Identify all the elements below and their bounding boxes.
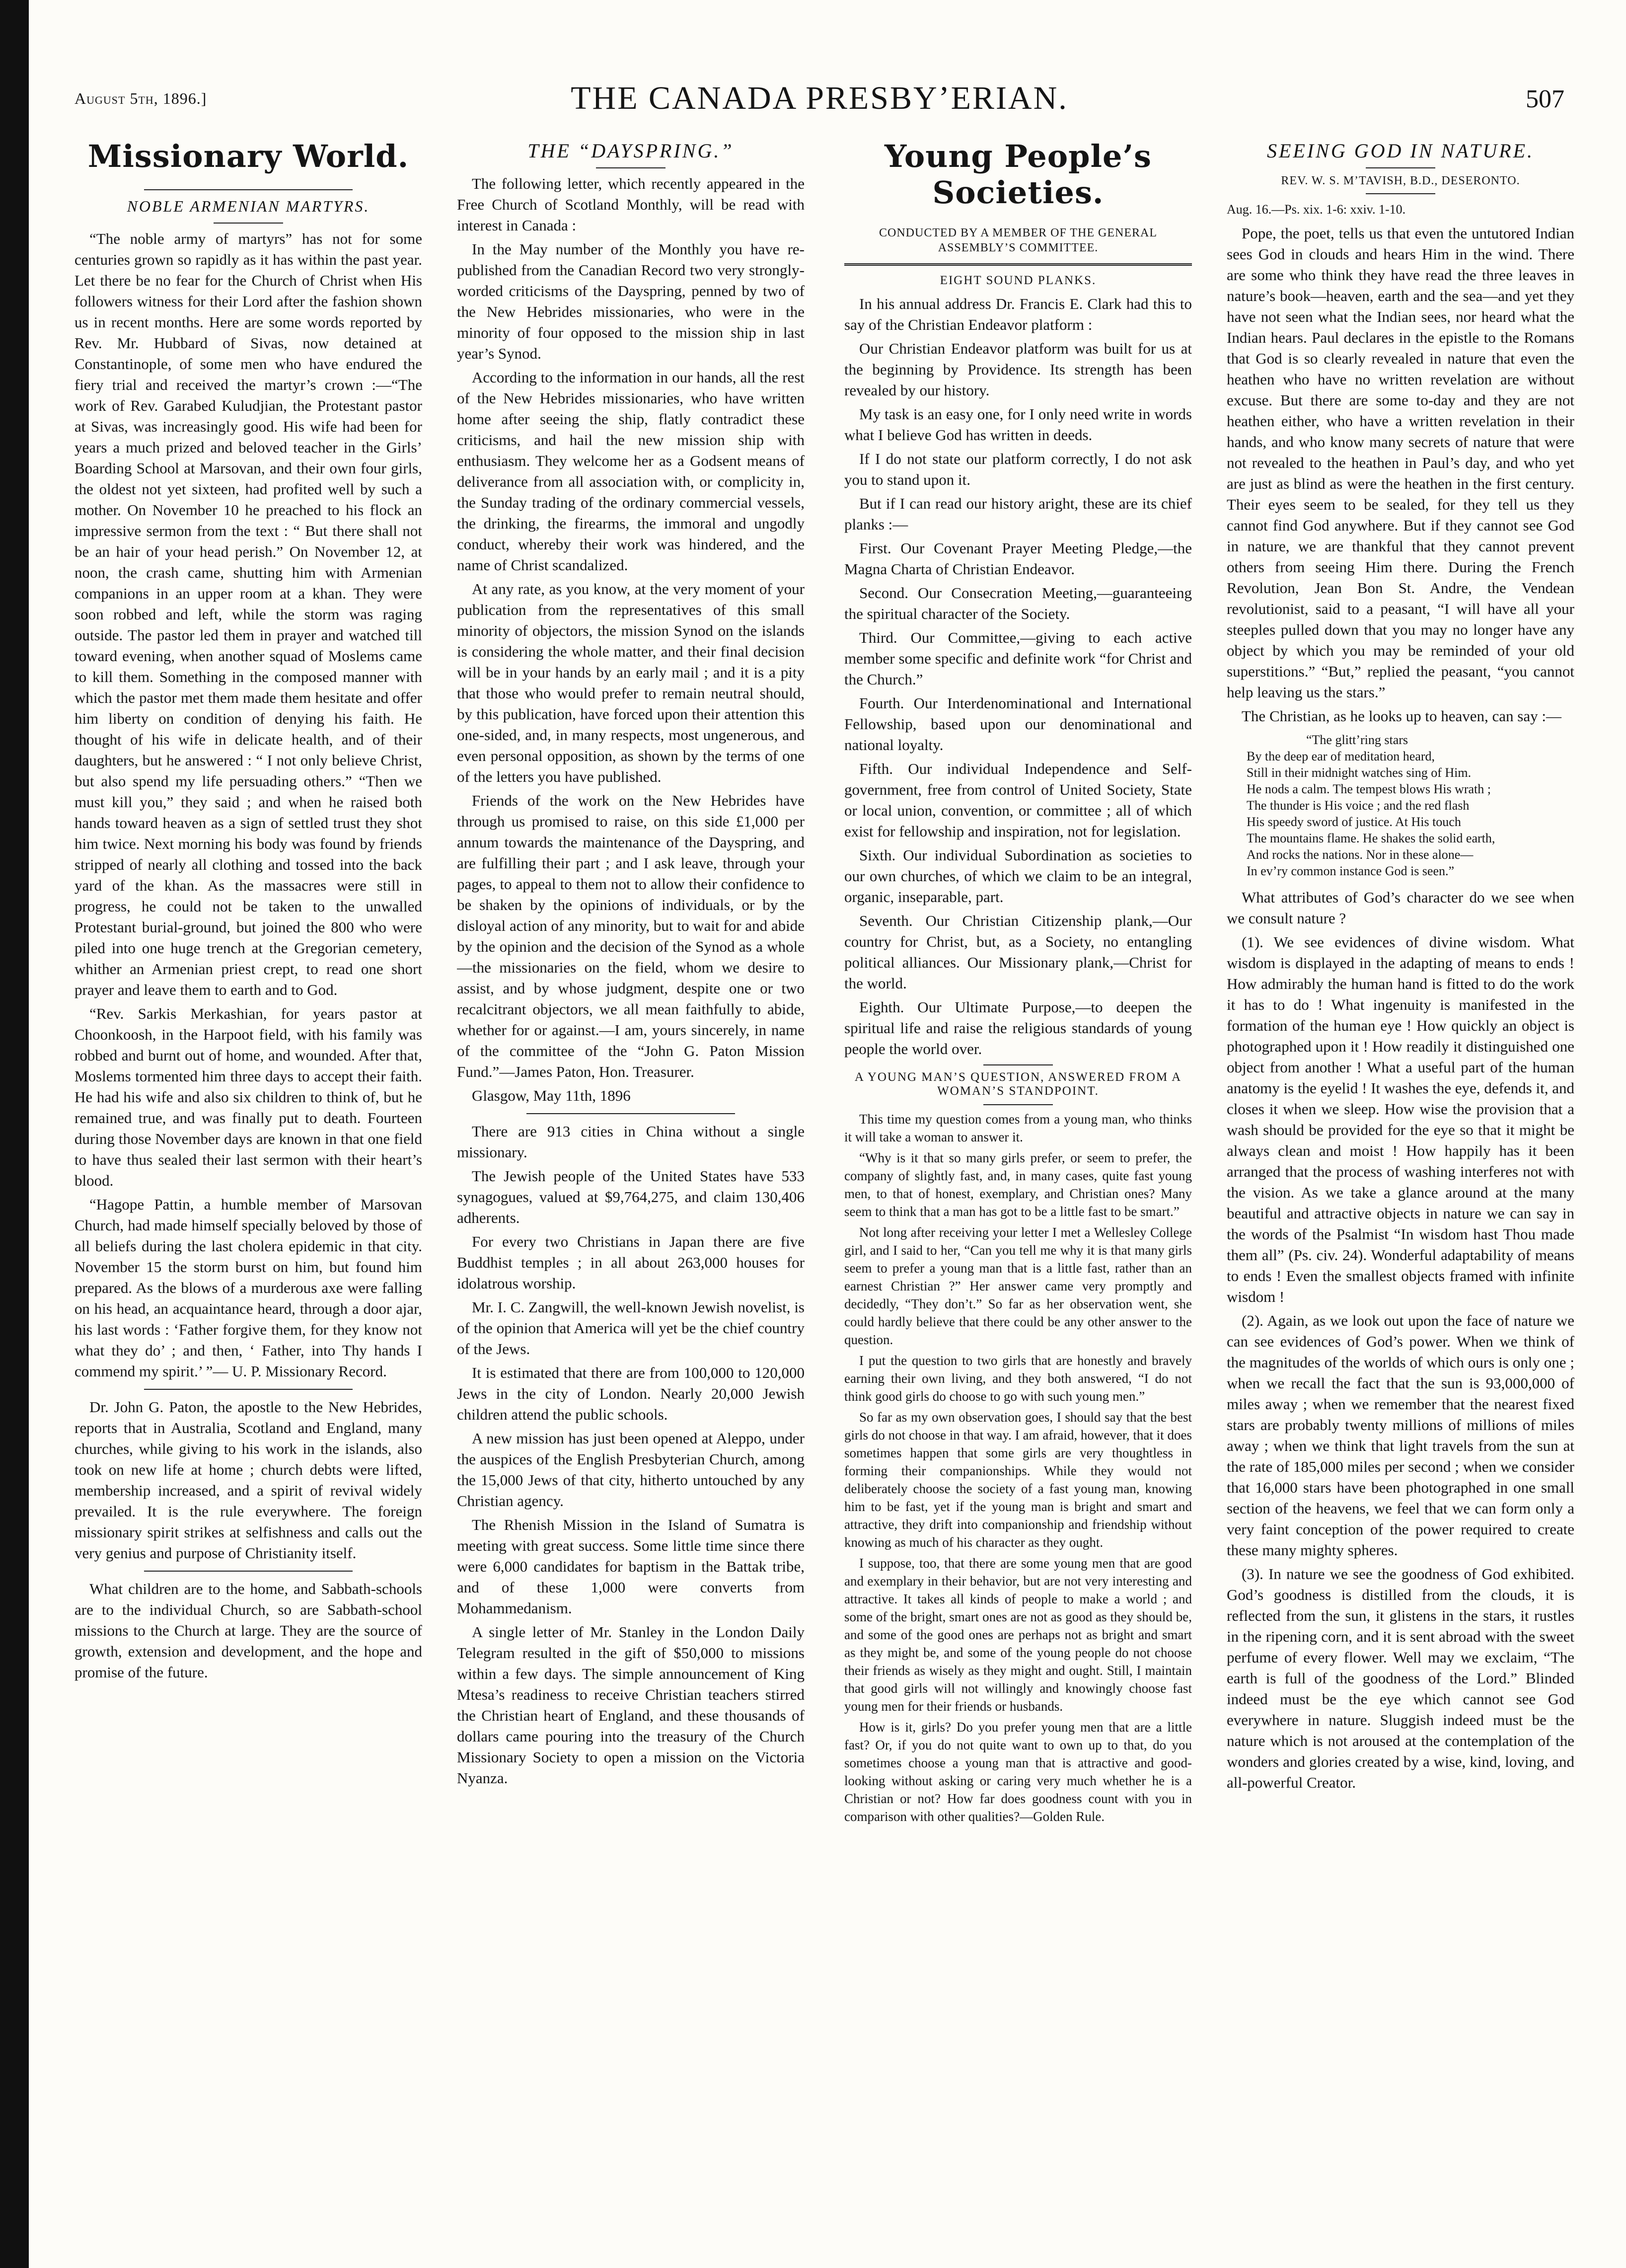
divider [144, 1389, 353, 1390]
paragraph: Friends of the work on the New Hebrides have through us promised to raise, on this side £1,000 per annum towards the maintenance of the Dayspring, and are fulfilling their part ; and I ask leave, through your pages, to appeal to them not to allow their confidence to be shaken by the opinions of individuals, or by the disloyal action of any minority, but to wait for and abide by the opinion and the decision of the Synod as a whole—the missionaries on the field, whom we desire to assist, and by whose judgment, despite one or two recalcitrant objectors, we all mean faithfully to abide, whether for or against.—I am, yours sincerely, in name of the committee of the “John G. Paton Mission Fund.”—James Paton, Hon. Treasurer. [457, 792, 805, 1080]
poem-line: The mountains flame. He shakes the solid earth, [1247, 831, 1495, 845]
plank-item: Fifth. Our individual Independence and Self-government, free from control of United Society, State or local union, convention, or committee ; all of which exist for fellowship and inspiration, not for legislation. [844, 760, 1192, 840]
divider [983, 1104, 1053, 1105]
poem-line: “The glitt’ring stars [1306, 733, 1408, 747]
byline: REV. W. S. M’TAVISH, B.D., DESERONTO. [1281, 174, 1520, 187]
paragraph: What attributes of God’s character do we see when we consult nature ? [1227, 889, 1574, 927]
divider [1366, 167, 1435, 168]
paragraph: There are 913 cities in China without a single missionary. [457, 1123, 805, 1161]
article-title: NOBLE ARMENIAN MARTYRS. [127, 197, 370, 215]
plank-item: Fourth. Our Interdenominational and International Fellowship, based upon our denominational and national loyalty. [844, 694, 1192, 754]
paragraph: “Hagope Pattin, a humble member of Marsovan Church, had made himself specially beloved by those of all beliefs during the last cholera epidemic in that city. November 15 the storm burst on him, but found him prepared. As the blows of a murderous axe were falling on his head, an acquaintance heard, through a door ajar, his last words : ‘Father forgive them, for they know not what they do’ ; and then, ‘ Father, into Thy hands I commend my spirit.’ ”— U. P. Missionary Record. [74, 1196, 422, 1380]
paragraph: I put the question to two girls that are honestly and bravely earning their own living, and they both answered, “I do not think good girls do choose to go with such young men.” [844, 1353, 1192, 1404]
paragraph: The following letter, which recently appeared in the Free Church of Scotland Monthly, will be read with interest in Canada : [457, 175, 805, 234]
paragraph: Not long after receiving your letter I met a Wellesley College girl, and I said to her, “Can you tell me why it is that many girls seem to prefer a young man that is a little fast, rather than an earnest Christian ?” Her answer came very promptly and decidedly, “They don’t.” So far as her observation went, she could hardly believe that there could be any other answer to the question. [844, 1225, 1192, 1347]
paragraph: For every two Christians in Japan there are five Buddhist temples ; in all about 263,000 houses for idolatrous worship. [457, 1233, 805, 1292]
poem-line: And rocks the nations. Nor in these alone— [1247, 847, 1474, 862]
paragraph: A new mission has just been opened at Aleppo, under the auspices of the English Presbyterian Church, among the 15,000 Jews of that city, hitherto untouched by any Christian agency. [457, 1430, 805, 1510]
divider [844, 263, 1192, 266]
column-dayspring [457, 134, 805, 2245]
poem-line: His speedy sword of justice. At His touch [1247, 815, 1461, 829]
divider [526, 1113, 735, 1114]
dateline: Glasgow, May 11th, 1896 [472, 1087, 631, 1104]
divider [214, 223, 283, 224]
paragraph: Mr. I. C. Zangwill, the well-known Jewish novelist, is of the opinion that America will yet be the chief country of the Jews. [457, 1298, 805, 1358]
divider [1366, 193, 1435, 194]
section-heading: Young People’s Societies. [885, 138, 1152, 211]
paragraph: This time my question comes from a young man, who thinks it will take a woman to answer it. [844, 1112, 1192, 1144]
divider [983, 1064, 1053, 1065]
publication-title: THE CANADA PRESBY’ERIAN. [571, 80, 1068, 116]
paragraph: But if I can read our history aright, these are its chief planks :— [844, 495, 1192, 533]
plank-item: Eighth. Our Ultimate Purpose,—to deepen the spiritual life and raise the religious standards of young people the world over. [844, 998, 1192, 1058]
plank-item: Seventh. Our Christian Citizenship plank,—Our country for Christ, but, as a Society, no entangling political alliances. Our Missionary plank,—Christ for the world. [844, 912, 1192, 992]
article-title: EIGHT SOUND PLANKS. [940, 274, 1097, 287]
plank-item: Second. Our Consecration Meeting,—guaranteeing the spiritual character of the Society. [844, 584, 1192, 622]
paragraph: I suppose, too, that there are some young men that are good and exemplary in their behavior, but are not very interesting and attractive. It takes all kinds of people to make a world ; and some of the bright, smart ones are not as good as they should be, and some of the good ones are perhaps not as bright and smart as they might be, and some of the young people do not choose their friends as wisely as they might and ought. Still, I maintain that good girls will not willingly and knowingly choose fast young men for their friends or husbands. [844, 1556, 1192, 1714]
page-header [74, 75, 1564, 114]
paragraph: According to the information in our hands, all the rest of the New Hebrides missionaries, who have written home after seeing the ship, flatly contradict these criticisms, and hail the new mission ship with enthusiasm. They welcome her as a Godsent means of deliverance from all association with, or complicity in, the Sunday trading of the ordinary commercial vessels, the drinking, the firearms, the immoral and ungodly conduct, whereby their work was hindered, and the name of Christ scandalized. [457, 369, 805, 574]
paragraph: “Why is it that so many girls prefer, or seem to prefer, the company of slightly fast, and, in many cases, quite fast young men, to that of honest, exemplary, and Christian ones? Many seem to think that a man has got to be a little fast to be smart.” [844, 1150, 1192, 1219]
section-heading: Missionary World. [87, 138, 409, 174]
column-young-peoples-societies [844, 134, 1192, 2245]
plank-item: First. Our Covenant Prayer Meeting Pledge,—the Magna Charta of Christian Endeavor. [844, 539, 1192, 578]
article-title: THE “DAYSPRING.” [527, 140, 734, 162]
paragraph: The Christian, as he looks up to heaven, can say :— [1242, 707, 1561, 725]
issue-date: August 5th, 1896.] [74, 89, 207, 107]
paragraph: A single letter of Mr. Stanley in the London Daily Telegram resulted in the gift of $50,000 to missions within a few days. The simple announcement of King Mtesa’s readiness to receive Christian teachers stirred the Christian heart of England, and these thousands of dollars came pouring into the treasury of the Church Missionary Society to open a mission on the Victoria Nyanza. [457, 1623, 805, 1787]
conducted-by: CONDUCTED BY A MEMBER OF THE GENERAL ASSEMBLY’S COMMITTEE. [879, 227, 1158, 254]
paragraph: Our Christian Endeavor platform was built for us at the beginning by Providence. Its strength has been revealed by our history. [844, 340, 1192, 399]
poem-line: He nods a calm. The tempest blows His wrath ; [1247, 782, 1491, 796]
paragraph: What children are to the home, and Sabbath-schools are to the individual Church, so are Sabbath-school missions to the Church at large. They are the source of growth, extension and development, and the hope and promise of the future. [74, 1580, 422, 1681]
divider [144, 1571, 353, 1572]
paragraph: How is it, girls? Do you prefer young men that are a little fast? Or, if you do not quite want to own up to that, do you sometimes choose a young man that is attractive and good-looking without asking or caring very much whether he is a Christian or not? How far does goodness count with you in comparison with other qualities?—Golden Rule. [844, 1720, 1192, 1824]
poem-line: Still in their midnight watches sing of Him. [1247, 765, 1472, 780]
paragraph: “Rev. Sarkis Merkashian, for years pastor at Choonkoosh, in the Harpoot field, with his family was robbed and burnt out of home, and wounded. After that, Moslems tormented him three days to accept their faith. He had his wife and also six children to think of, but he remained true, and was finally put to death. Fourteen during those November days are known in that one field to have thus sealed their last sermon with their heart’s blood. [74, 1005, 422, 1189]
plank-item: Sixth. Our individual Subordination as societies to our own churches, of which we claim to be an integral, organic, inseparable, part. [844, 846, 1192, 906]
paragraph: Dr. John G. Paton, the apostle to the New Hebrides, reports that in Australia, Scotland and England, many churches, while giving to his work in the islands, also took on new life at home ; church debts were lifted, membership increased, and a spirit of revival widely prevailed. It is the rule everywhere. The foreign missionary spirit strikes at selfishness and calls out the very genius and purpose of Christianity itself. [74, 1398, 422, 1562]
article-title: SEEING GOD IN NATURE. [1266, 140, 1535, 162]
scripture-reference: Aug. 16.—Ps. xix. 1-6: xxiv. 1-10. [1227, 202, 1406, 217]
poem-line: In ev’ry common instance God is seen.” [1247, 864, 1455, 878]
paragraph: (3). In nature we see the goodness of God exhibited. God’s goodness is distilled from the clouds, it is reflected from the sun, it glistens in the stars, it rustles in the ripening corn, and it is sent abroad with the sweet perfume of every flower. Well may we exclaim, “The earth is full of the goodness of the Lord.” Blinded indeed must be the eye which cannot see God everywhere in nature. Sluggish indeed must be the nature which is not aroused at the contemplation of the wonders and glories created by a wise, kind, loving, and all-powerful Creator. [1227, 1565, 1574, 1791]
poem-line: The thunder is His voice ; and the red flash [1247, 798, 1470, 813]
paragraph: My task is an easy one, for I only need write in words what I believe God has written in deeds. [844, 405, 1192, 444]
divider [144, 189, 353, 190]
paragraph: So far as my own observation goes, I should say that the best girls do not choose in that way. I am afraid, however, that it does sometimes happen that some girls are very thoughtless in forming their companionships. While they would not deliberately choose the society of a fast young man, knowing him to be fast, yet if the young man is bright and smart and attractive, they drift into companionship and friendship without knowing as much of his character as they ought. [844, 1410, 1192, 1550]
paragraph: If I do not state our platform correctly, I do not ask you to stand upon it. [844, 450, 1192, 488]
divider [596, 167, 665, 168]
paragraph: The Rhenish Mission in the Island of Sumatra is meeting with great success. Some little time since there were 6,000 candidates for baptism in the Battak tribe, and of these 1,000 were converts from Mohammedanism. [457, 1516, 805, 1617]
article-title: A YOUNG MAN’S QUESTION, ANSWERED FROM A WOMAN’S STANDPOINT. [854, 1070, 1182, 1098]
paragraph: In the May number of the Monthly you have re-published from the Canadian Record two very strongly-worded criticisms of the Dayspring, penned by two of the New Hebrides missionaries, who were in the minority of four opposed to the mission ship in last year’s Synod. [457, 240, 805, 362]
plank-item: Third. Our Committee,—giving to each active member some specific and definite work “for Christ and the Church.” [844, 629, 1192, 688]
paragraph: In his annual address Dr. Francis E. Clark had this to say of the Christian Endeavor platform : [844, 295, 1192, 333]
paragraph: (2). Again, as we look out upon the face of nature we can see evidences of God’s power. When we think of the magnitudes of the worlds of which ours is only one ; when we recall the fact that the sun is 93,000,000 of miles away ; when we remember that the nearest fixed stars are probably twenty millions of millions of miles away ; when we think that light travels from the sun at the rate of 185,000 miles per second ; when we consider that 16,000 stars have been photographed in one small section of the heavens, we feel that we can form only a very faint conception of the power required to create these many mighty spheres. [1227, 1312, 1574, 1559]
column-missionary-world [74, 134, 422, 2245]
column-seeing-god-in-nature [1227, 134, 1574, 2245]
poem-line: By the deep ear of meditation heard, [1247, 749, 1435, 763]
paragraph: The Jewish people of the United States have 533 synagogues, valued at $9,764,275, and claim 130,406 adherents. [457, 1167, 805, 1226]
page-number: 507 [1526, 85, 1564, 113]
paragraph: At any rate, as you know, at the very moment of your publication from the representatives of this small minority of objectors, the mission Synod on the islands is considering the whole matter, and their final decision will be in your hands by an early mail ; and it is a pity that those who would prefer to remain neutral should, by this publication, have forced upon their attention this one-sided, and, in many respects, most ungenerous, and even personal opposition, as shown by the terms of one of the letters you have published. [457, 580, 805, 785]
paragraph: Pope, the poet, tells us that even the untutored Indian sees God in clouds and hears Him in the wind. There are some who think they have read the three leaves in nature’s book—heaven, earth and the sea—and yet they have not seen what the Indian sees, nor heard what the Indian hears. Paul declares in the epistle to the Romans that God is so clearly revealed in nature that even the heathen who have no written revelation are without excuse. But there are some to-day and they are not heathen either, who have a written revelation in their hands, and who know many secrets of nature that were not revealed to the heathen in Paul’s day, and who yet are just as blind as were the heathen in the first century. Their eyes seem to be sealed, for they tell us they cannot find God anywhere. But if they cannot see God in nature, we are thankful that they cannot prevent others from seeing Him there. During the French Revolution, Jean Bon St. Andre, the Vendean revolutionist, said to a peasant, “I will have all your steeples pulled down that you may no longer have any object by which you may be reminded of your old superstitions.” “But,” replied the peasant, “you cannot help leaving us the stars.” [1227, 225, 1574, 701]
paragraph: (1). We see evidences of divine wisdom. What wisdom is displayed in the adapting of means to ends ! How admirably the human hand is fitted to do the work it has to do ! What ingenuity is manifested in the formation of the human eye ! How quickly an object is photographed upon it ! How readily it distinguished one object from another ! What a useful part of the human anatomy is the eyelid ! It washes the eye, defends it, and closes it when we sleep. How wise the provision that a wash should be provided for the eye so that it might be always clean and moist ! How happily has it been arranged that the process of washing interferes not with the vision. As we take a glance around at the many beautiful and attractive objects in nature we can say in the words of the Psalmist “In wisdom hast Thou made them all” (Ps. civ. 24). Wonderful adaptability of means to ends ! Even the smallest objects framed with infinite wisdom ! [1227, 933, 1574, 1305]
poem [1247, 732, 1574, 879]
binding-edge [0, 0, 29, 2268]
paragraph: It is estimated that there are from 100,000 to 120,000 Jews in the city of London. Nearly 20,000 Jewish children attend the public schools. [457, 1364, 805, 1423]
paragraph: “The noble army of martyrs” has not for some centuries grown so rapidly as it has within the past year. Let there be no fear for the Church of Christ when His followers witness for their Lord after the fashion shown us in recent months. Here are some words reported by Rev. Mr. Hubbard of Sivas, now detained at Constantinople, of some men who have endured the fiery trial and received the martyr’s crown :—“The work of Rev. Garabed Kuludjian, the Protestant pastor at Sivas, was increasingly good. His wife had been for years a much prized and beloved teacher in the Girls’ Boarding School at Marsovan, and their own four girls, the oldest not yet sixteen, had profited well by such a mother. On November 10 he preached to his flock an impressive sermon from the text : “ But there shall not be an hair of your head perish.” On November 12, at noon, the crash came, shutting him with Armenian companions in an upper room at a khan. They were soon robbed and left, while the storm was raging outside. The pastor led them in prayer and watched till toward evening, when another squad of Moslems came to kill them. Something in the composed manner with which the pastor met them made them hesitate and offer him liberty on condition of denying his faith. He thought of his wife in delicate health, and of their daughters, but he answered : “ I not only believe Christ, but also spend my life persuading others.” “Then we must kill you,” they said ; and when he raised both hands toward heaven as a sign of settled trust they shot him twice. Next morning his body was found by friends stripped of nearly all clothing and tossed into the back yard of the khan. As the massacres were still in progress, he could not be taken to the unwalled Protestant burial-ground, but joined the 800 who were piled into one huge trench at the Gregorian cemetery, whither an Armenian priest crept, to read one short prayer and leave them to earth and to God. [74, 230, 422, 998]
